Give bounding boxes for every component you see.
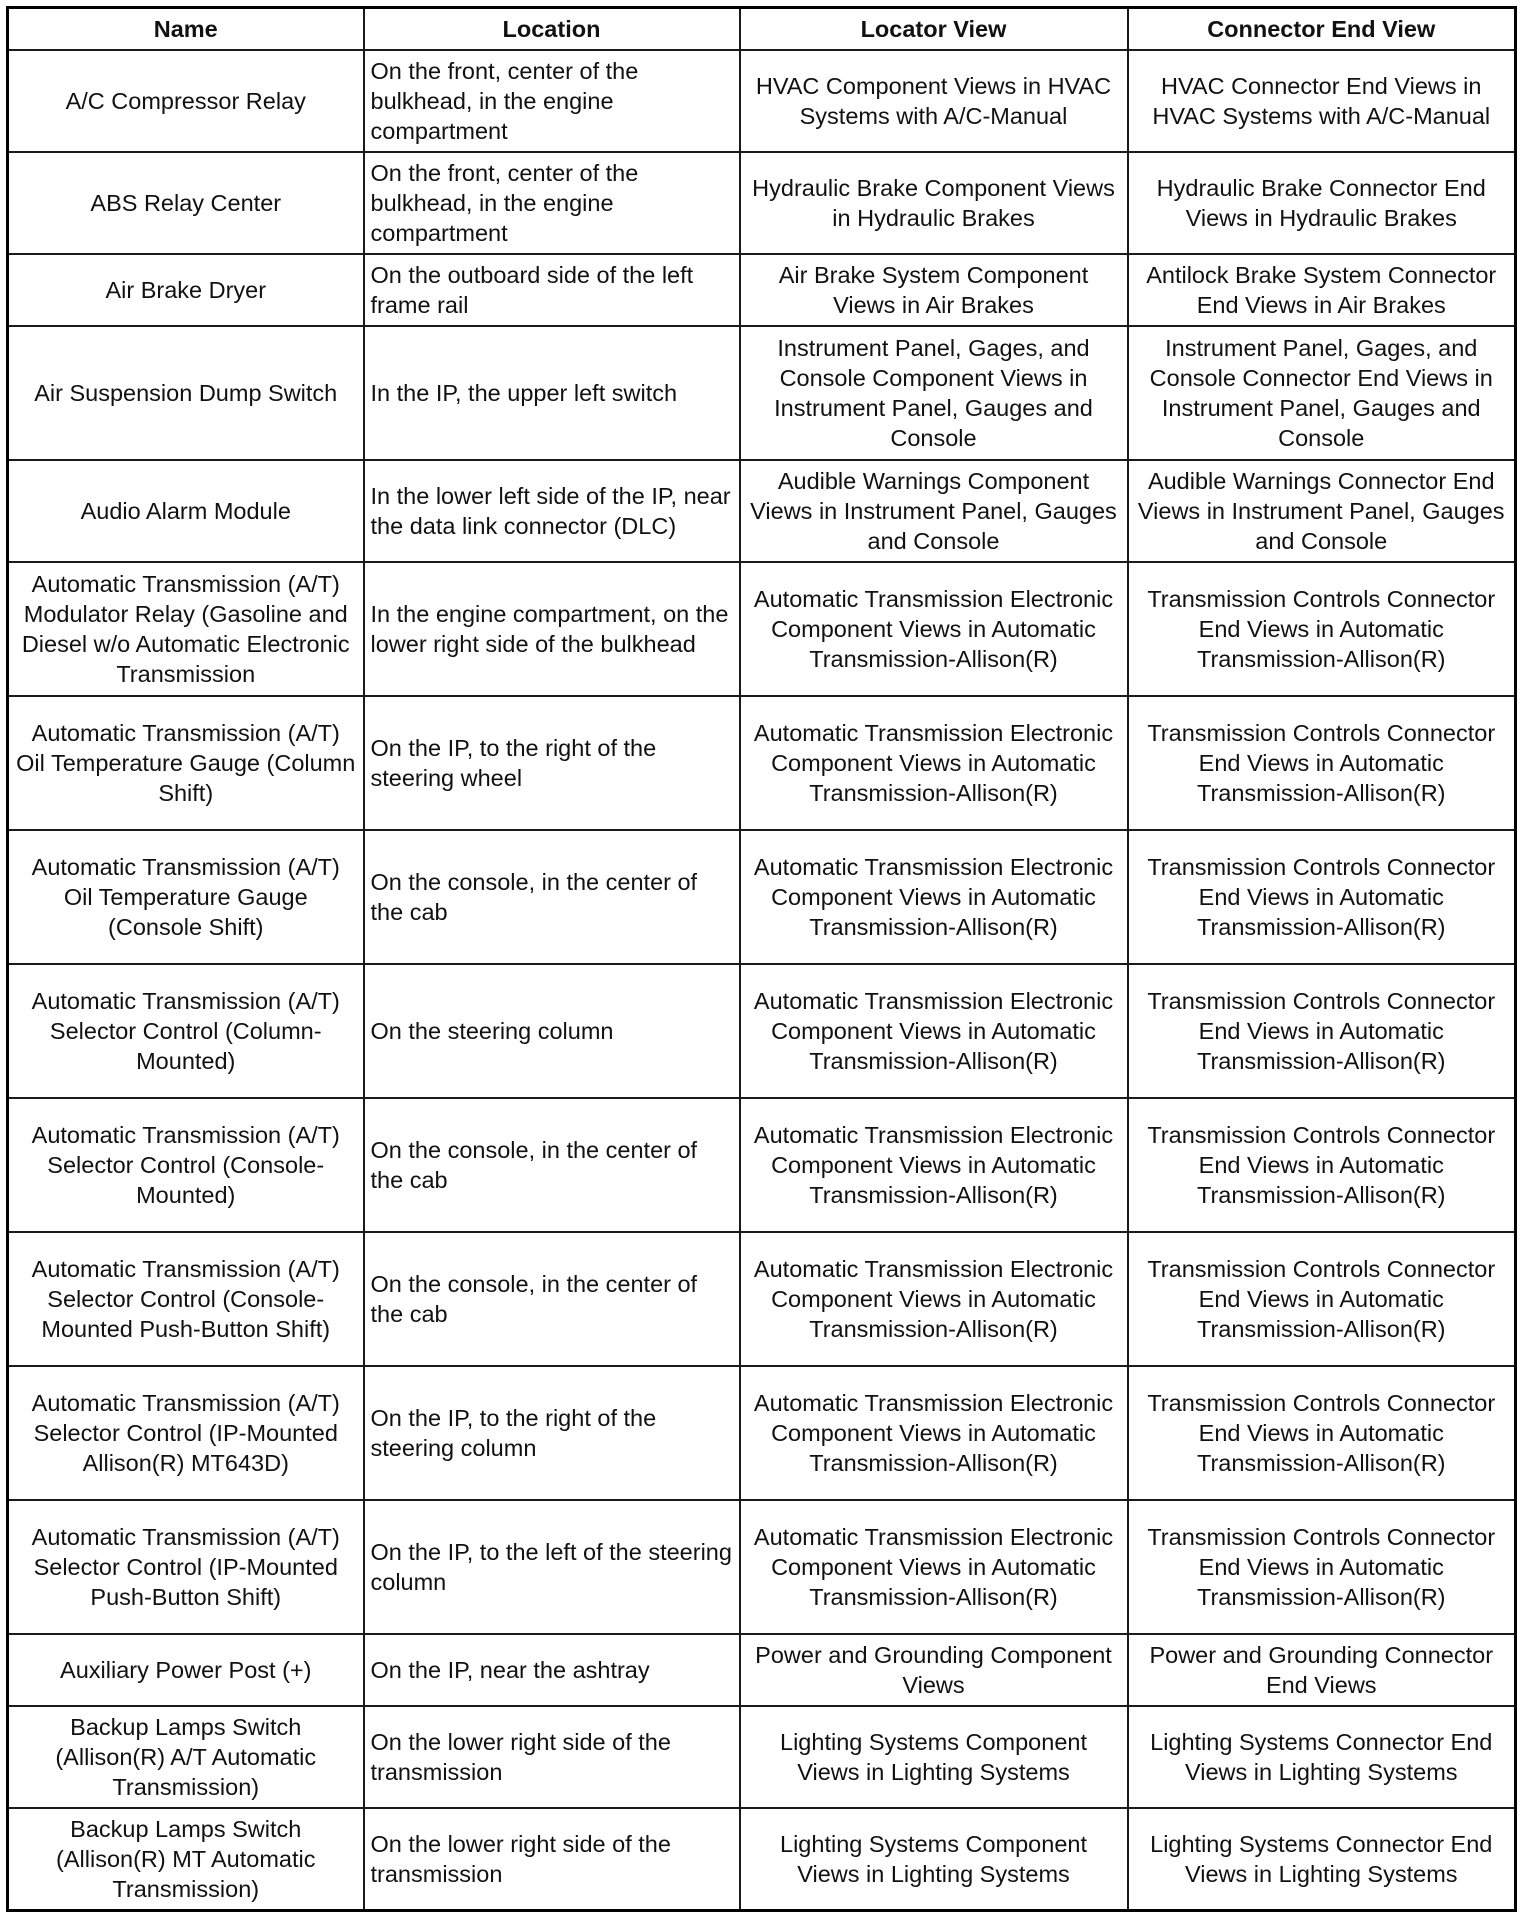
cell-connector-end-view: HVAC Connector End Views in HVAC Systems with A/C-Manual <box>1128 50 1516 152</box>
table-row <box>8 254 1516 326</box>
cell-location: On the IP, near the ashtray <box>364 1634 740 1706</box>
cell-locator-view: Instrument Panel, Gages, and Console Component Views in Instrument Panel, Gauges and Console <box>740 326 1128 460</box>
cell-connector-end-view: Audible Warnings Connector End Views in Instrument Panel, Gauges and Console <box>1128 460 1516 562</box>
cell-name: Automatic Transmission (A/T) Selector Control (Console-Mounted) <box>8 1098 364 1232</box>
cell-connector-end-view: Transmission Controls Connector End Views in Automatic Transmission-Allison(R) <box>1128 562 1516 696</box>
cell-locator-view: Automatic Transmission Electronic Component Views in Automatic Transmission-Allison(R) <box>740 1232 1128 1366</box>
cell-location: On the lower right side of the transmission <box>364 1706 740 1808</box>
cell-connector-end-view: Lighting Systems Connector End Views in Lighting Systems <box>1128 1706 1516 1808</box>
cell-locator-view: Automatic Transmission Electronic Component Views in Automatic Transmission-Allison(R) <box>740 964 1128 1098</box>
cell-location: On the console, in the center of the cab <box>364 1098 740 1232</box>
cell-locator-view: Automatic Transmission Electronic Component Views in Automatic Transmission-Allison(R) <box>740 562 1128 696</box>
table-row <box>8 1366 1516 1500</box>
cell-locator-view: Automatic Transmission Electronic Component Views in Automatic Transmission-Allison(R) <box>740 1500 1128 1634</box>
cell-name: Automatic Transmission (A/T) Selector Control (IP-Mounted Push-Button Shift) <box>8 1500 364 1634</box>
cell-location: On the IP, to the right of the steering wheel <box>364 696 740 830</box>
cell-name: Auxiliary Power Post (+) <box>8 1634 364 1706</box>
header-locator-view: Locator View <box>740 8 1128 51</box>
table-row <box>8 1808 1516 1910</box>
table-row <box>8 1706 1516 1808</box>
cell-locator-view: Power and Grounding Component Views <box>740 1634 1128 1706</box>
document-page <box>6 6 1514 1912</box>
cell-connector-end-view: Transmission Controls Connector End Views in Automatic Transmission-Allison(R) <box>1128 964 1516 1098</box>
table-row <box>8 1634 1516 1706</box>
cell-location: In the lower left side of the IP, near the data link connector (DLC) <box>364 460 740 562</box>
cell-location: On the front, center of the bulkhead, in the engine compartment <box>364 152 740 254</box>
header-location: Location <box>364 8 740 51</box>
cell-locator-view: Lighting Systems Component Views in Lighting Systems <box>740 1808 1128 1910</box>
cell-name: Backup Lamps Switch (Allison(R) MT Automatic Transmission) <box>8 1808 364 1910</box>
cell-connector-end-view: Transmission Controls Connector End Views in Automatic Transmission-Allison(R) <box>1128 830 1516 964</box>
table-row <box>8 964 1516 1098</box>
cell-name: Air Suspension Dump Switch <box>8 326 364 460</box>
cell-location: On the IP, to the left of the steering column <box>364 1500 740 1634</box>
table-row <box>8 696 1516 830</box>
cell-name: Automatic Transmission (A/T) Oil Temperature Gauge (Console Shift) <box>8 830 364 964</box>
table-row <box>8 152 1516 254</box>
cell-name: Backup Lamps Switch (Allison(R) A/T Automatic Transmission) <box>8 1706 364 1808</box>
cell-name: Automatic Transmission (A/T) Selector Control (Column-Mounted) <box>8 964 364 1098</box>
cell-connector-end-view: Antilock Brake System Connector End Views in Air Brakes <box>1128 254 1516 326</box>
cell-name: Automatic Transmission (A/T) Selector Control (IP-Mounted Allison(R) MT643D) <box>8 1366 364 1500</box>
cell-locator-view: HVAC Component Views in HVAC Systems with A/C-Manual <box>740 50 1128 152</box>
table-header-row <box>8 8 1516 51</box>
cell-location: On the console, in the center of the cab <box>364 830 740 964</box>
header-connector-end-view: Connector End View <box>1128 8 1516 51</box>
cell-locator-view: Automatic Transmission Electronic Component Views in Automatic Transmission-Allison(R) <box>740 1098 1128 1232</box>
cell-locator-view: Audible Warnings Component Views in Instrument Panel, Gauges and Console <box>740 460 1128 562</box>
cell-locator-view: Hydraulic Brake Component Views in Hydraulic Brakes <box>740 152 1128 254</box>
cell-connector-end-view: Lighting Systems Connector End Views in Lighting Systems <box>1128 1808 1516 1910</box>
table-row <box>8 1232 1516 1366</box>
cell-connector-end-view: Transmission Controls Connector End Views in Automatic Transmission-Allison(R) <box>1128 1500 1516 1634</box>
cell-connector-end-view: Power and Grounding Connector End Views <box>1128 1634 1516 1706</box>
cell-name: A/C Compressor Relay <box>8 50 364 152</box>
component-locator-table <box>6 6 1517 1912</box>
cell-location: On the front, center of the bulkhead, in the engine compartment <box>364 50 740 152</box>
cell-locator-view: Air Brake System Component Views in Air Brakes <box>740 254 1128 326</box>
cell-location: On the console, in the center of the cab <box>364 1232 740 1366</box>
cell-name: ABS Relay Center <box>8 152 364 254</box>
cell-name: Automatic Transmission (A/T) Selector Control (Console-Mounted Push-Button Shift) <box>8 1232 364 1366</box>
cell-location: On the IP, to the right of the steering column <box>364 1366 740 1500</box>
cell-connector-end-view: Transmission Controls Connector End Views in Automatic Transmission-Allison(R) <box>1128 1366 1516 1500</box>
cell-connector-end-view: Instrument Panel, Gages, and Console Connector End Views in Instrument Panel, Gauges and Console <box>1128 326 1516 460</box>
cell-connector-end-view: Transmission Controls Connector End Views in Automatic Transmission-Allison(R) <box>1128 1232 1516 1366</box>
table-row <box>8 460 1516 562</box>
cell-location: On the steering column <box>364 964 740 1098</box>
cell-name: Automatic Transmission (A/T) Modulator Relay (Gasoline and Diesel w/o Automatic Electronic Transmission <box>8 562 364 696</box>
cell-location: In the IP, the upper left switch <box>364 326 740 460</box>
cell-name: Air Brake Dryer <box>8 254 364 326</box>
cell-location: In the engine compartment, on the lower right side of the bulkhead <box>364 562 740 696</box>
cell-locator-view: Lighting Systems Component Views in Lighting Systems <box>740 1706 1128 1808</box>
table-row <box>8 326 1516 460</box>
table-row <box>8 830 1516 964</box>
table-row <box>8 1500 1516 1634</box>
cell-name: Automatic Transmission (A/T) Oil Temperature Gauge (Column Shift) <box>8 696 364 830</box>
table-row <box>8 562 1516 696</box>
cell-location: On the lower right side of the transmission <box>364 1808 740 1910</box>
cell-locator-view: Automatic Transmission Electronic Component Views in Automatic Transmission-Allison(R) <box>740 830 1128 964</box>
cell-connector-end-view: Transmission Controls Connector End Views in Automatic Transmission-Allison(R) <box>1128 1098 1516 1232</box>
table-row <box>8 50 1516 152</box>
cell-locator-view: Automatic Transmission Electronic Component Views in Automatic Transmission-Allison(R) <box>740 696 1128 830</box>
cell-locator-view: Automatic Transmission Electronic Component Views in Automatic Transmission-Allison(R) <box>740 1366 1128 1500</box>
header-name: Name <box>8 8 364 51</box>
cell-connector-end-view: Transmission Controls Connector End Views in Automatic Transmission-Allison(R) <box>1128 696 1516 830</box>
cell-connector-end-view: Hydraulic Brake Connector End Views in Hydraulic Brakes <box>1128 152 1516 254</box>
cell-location: On the outboard side of the left frame rail <box>364 254 740 326</box>
table-row <box>8 1098 1516 1232</box>
cell-name: Audio Alarm Module <box>8 460 364 562</box>
